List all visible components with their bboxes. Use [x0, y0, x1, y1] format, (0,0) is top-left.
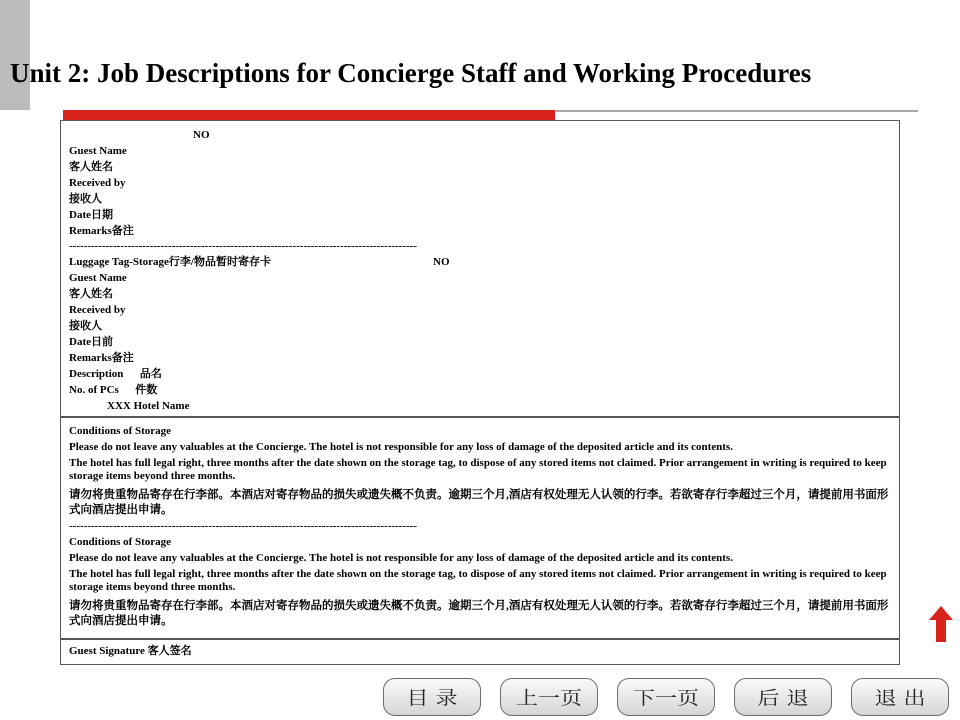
cut-line: -----------------------------------------------------------------------------------------------: [69, 240, 417, 252]
title-accent-bar: [63, 110, 555, 120]
conditions-chinese: 请勿将贵重物品寄存在行李部。本酒店对寄存物品的损失或遗失概不负责。逾期三个月,酒店有权处理无人认领的行李。若欲寄存行李超过三个月，请提前用书面形式向酒店提出申请。: [69, 489, 889, 516]
luggage-tag-title: Luggage Tag-Storage行李/物品暂时寄存卡: [69, 256, 271, 268]
received-by-label: Received by: [69, 177, 126, 189]
tag-no-label: NO: [433, 256, 450, 268]
pcs-label: No. of PCs 件数: [69, 384, 158, 396]
side-gray-bar: [0, 0, 30, 110]
conditions-cut-line: -----------------------------------------------------------------------------------------------: [69, 520, 417, 532]
scroll-top-arrow-icon[interactable]: [929, 606, 953, 642]
conditions-line-1: Please do not leave any valuables at the Concierge. The hotel is not responsible for any loss of damage of the deposited article and its contents.: [69, 441, 733, 453]
tag-date-label: Date日前: [69, 336, 113, 348]
tag-received-by-label: Received by: [69, 304, 126, 316]
next-page-label: 下一页: [632, 688, 699, 710]
conditions-heading-2: Conditions of Storage: [69, 536, 172, 548]
prev-page-button[interactable]: [500, 678, 598, 716]
guest-name-cn-label: 客人姓名: [69, 161, 113, 173]
tag-received-by-cn-label: 接收人: [69, 320, 102, 332]
conditions-chinese-2: 请勿将贵重物品寄存在行李部。本酒店对寄存物品的损失或遗失概不负责。逾期三个月,酒店有权处理无人认领的行李。若欲寄存行李超过三个月，请提前用书面形式向酒店提出申请。: [69, 600, 889, 627]
storage-card-panel: [60, 120, 900, 417]
conditions-heading: Conditions of Storage: [69, 425, 172, 437]
signature-panel: [60, 639, 900, 665]
page-title: Unit 2: Job Descriptions for Concierge Staff and Working Procedures: [10, 58, 812, 88]
exit-button[interactable]: [851, 678, 949, 716]
next-page-button[interactable]: [617, 678, 715, 716]
guest-name-label: Guest Name: [69, 145, 127, 157]
conditions-line-1b: Please do not leave any valuables at the Concierge. The hotel is not responsible for any loss of damage of the deposited article and its contents.: [69, 552, 733, 564]
conditions-panel: [60, 417, 900, 639]
back-button[interactable]: [734, 678, 832, 716]
card-no-label: NO: [193, 129, 210, 141]
description-label: Description 品名: [69, 368, 162, 380]
guest-signature-label: Guest Signature 客人签名: [69, 645, 192, 657]
date-label: Date日期: [69, 209, 113, 221]
tag-guest-name-cn-label: 客人姓名: [69, 288, 113, 300]
toc-button[interactable]: [383, 678, 481, 716]
remarks-label: Remarks备注: [69, 225, 134, 237]
tag-guest-name-label: Guest Name: [69, 272, 127, 284]
toc-button-label: 目 录: [406, 688, 458, 710]
conditions-line-2: The hotel has full legal right, three months after the date shown on the storage tag, to dispose of any stored items not claimed. Prior arrangement in writing is required to keep storage items beyond three months.: [69, 457, 887, 482]
hotel-name-label: XXX Hotel Name: [107, 400, 190, 412]
conditions-line-2b: The hotel has full legal right, three months after the date shown on the storage tag, to dispose of any stored items not claimed. Prior arrangement in writing is required to keep storage items beyond three months.: [69, 568, 887, 593]
back-button-label: 后 退: [757, 688, 809, 710]
tag-remarks-label: Remarks备注: [69, 352, 134, 364]
exit-button-label: 退 出: [874, 688, 926, 710]
prev-page-label: 上一页: [515, 688, 582, 710]
received-by-cn-label: 接收人: [69, 193, 102, 205]
